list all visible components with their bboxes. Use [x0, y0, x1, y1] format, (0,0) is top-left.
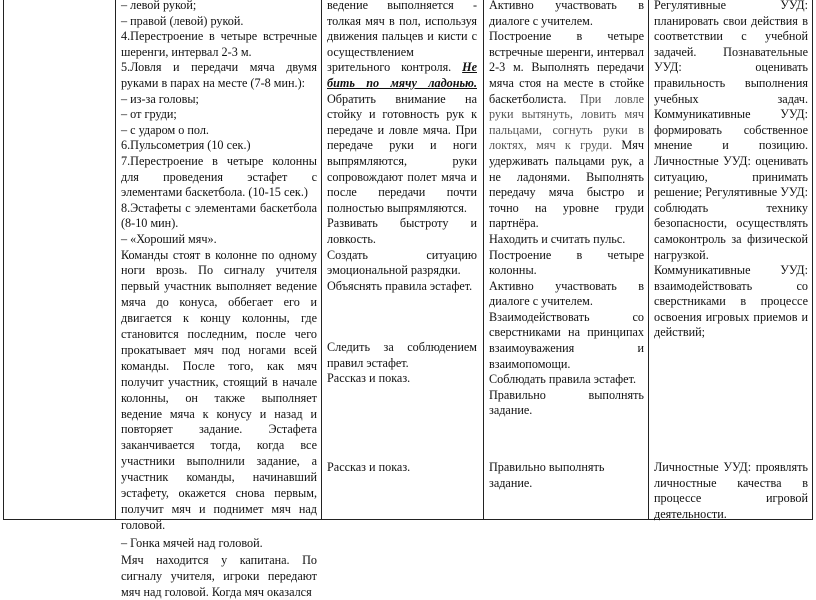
- column-teacher-activity: [327, 0, 477, 516]
- text-line: 8.Эстафеты с элементами баскетбола (8-10 мин).: [121, 200, 317, 231]
- text-line: – левой рукой;: [121, 0, 197, 12]
- student-text-gray: При ловле руки вытянуть, ловить мяч пальцами, согнуть руки в локтях, мяч к груди.: [489, 91, 644, 153]
- student-text: Построение в четыре колонны.: [489, 247, 644, 278]
- text-line: – Гонка мячей над головой.: [121, 535, 263, 550]
- table-border-left: [3, 0, 4, 520]
- outcome-text: [654, 0, 808, 341]
- teacher-text: Следить за соблюдением правил эстафет.: [327, 340, 477, 370]
- table-divider-1: [115, 0, 116, 520]
- outcome-text-d: Регулятивные УУД: соблюдать технику безопасности, осуществлять самоконтроль за физической нагрузкой.: [654, 185, 809, 262]
- column-student-activity: [489, 0, 644, 516]
- teacher-text: Создать ситуацию эмоциональной разрядки.: [327, 247, 477, 278]
- student-text: Активно участвовать в диалоге с учителем.: [489, 278, 644, 309]
- text-line: – с ударом о пол.: [121, 122, 209, 137]
- teacher-text: Объяснять правила эстафет.: [327, 278, 473, 293]
- student-text: Правильно выполнять задание.: [489, 460, 605, 490]
- student-text: Правильно выполнять задание.: [489, 387, 644, 418]
- text-line: 5.Ловля и передачи мяча двумя руками в парах на месте (7-8 мин.):: [121, 60, 317, 90]
- table-divider-2: [321, 0, 322, 520]
- outcome-text-e: Коммуникативные УУД: взаимодействовать со сверстниками в процессе освоения игровых приемов и действий;: [654, 263, 808, 340]
- relay-description: Команды стоят в колонне по одному ноги врозь. По сигналу учителя первый участник выполняет ведение мяча до конуса, оббегает его и двигается к концу колонны, где становится последним, после чего прокатывает мяч под ногами всей команды. После того, как мяч получит участник, стоящий в начале колонны, он также выполняет ведение мяча к конусу и назад и повторяет задание. Эстафета заканчивается тогда, когда все участники выполнили задание, а участник команды, начинавший эстафету, окажется снова первым, получит мяч и поднимет мяч над головой.: [121, 247, 317, 532]
- teacher-text: Рассказ и показ.: [327, 371, 411, 386]
- teacher-text-emphasis: Не бить по мячу ладонью.: [327, 60, 477, 90]
- student-text-b: Мяч удерживать пальцами рук, а не ладонями. Выполнять передачу мяча быстро и точно на уровне груди партнёра.: [489, 138, 644, 231]
- student-text: Активно участвовать в диалоге с учителем.: [489, 0, 644, 28]
- text-line: – от груди;: [121, 107, 177, 122]
- student-text: Находить и считать пульс.: [489, 231, 626, 246]
- column-learning-outcomes: [654, 0, 809, 521]
- teacher-text-a: ведение выполняется - толкая мяч в пол, используя движения пальцев и кисти с осуществлением зрительного контроля.: [327, 0, 477, 75]
- teacher-text: [327, 0, 477, 216]
- student-text-a: Построение в четыре встречные шеренги, интервал 2-3 м. Выполнять передачи мяча стоя на месте в стойке баскетболиста.: [489, 29, 644, 106]
- outcome-text-b: Коммуникативные УУД: формировать собственное мнение и позицию.: [654, 107, 808, 153]
- student-text: [489, 29, 644, 232]
- table-divider-4: [648, 0, 649, 520]
- table-divider-3: [483, 0, 484, 520]
- column-stage: [6, 0, 111, 518]
- student-text: Взаимодействовать со сверстниками на принципах взаимоуважения и взаимопомощи.: [489, 309, 644, 371]
- text-line: – правой (левой) рукой.: [121, 13, 244, 28]
- student-text: Соблюдать правила эстафет.: [489, 372, 637, 387]
- teacher-text-b: Обратить внимание на стойку и готовность рук к передаче и ловле мяча. При передаче руки и ноги выпрямляются, руки сопровождают полет мяча и после передачи почти полностью выпрямляются.: [327, 91, 477, 215]
- outcome-text-a: Регулятивные УУД: планировать свои действия в соответствии с учебной задачей. Познавательные УУД: оценивать правильность выполнения учебных задач.: [654, 0, 808, 106]
- text-line: 6.Пульсометрия (10 сек.): [121, 138, 251, 153]
- teacher-text: Рассказ и показ.: [327, 460, 411, 474]
- text-line: 4.Перестроение в четыре встречные шеренги, интервал 2-3 м.: [121, 29, 317, 59]
- relay-description: Мяч находится у капитана. По сигналу учителя, игроки передают мяч над головой. Когда мяч оказался: [121, 553, 317, 599]
- outcome-text-c: Личностные УУД: оценивать ситуацию, принимать решение;: [654, 153, 808, 200]
- text-line: 7.Перестроение в четыре колонны для проведения эстафет с элементами баскетбола. (10-15 сек.): [121, 153, 317, 200]
- column-lesson-content: [121, 0, 317, 599]
- table-border-right: [812, 0, 813, 520]
- text-line: – из-за головы;: [121, 91, 199, 106]
- teacher-text: Развивать быстроту и ловкость.: [327, 216, 477, 246]
- text-line: – «Хороший мяч».: [121, 231, 217, 246]
- outcome-text: Личностные УУД: проявлять личностные качества в процессе игровой деятельности.: [654, 460, 808, 521]
